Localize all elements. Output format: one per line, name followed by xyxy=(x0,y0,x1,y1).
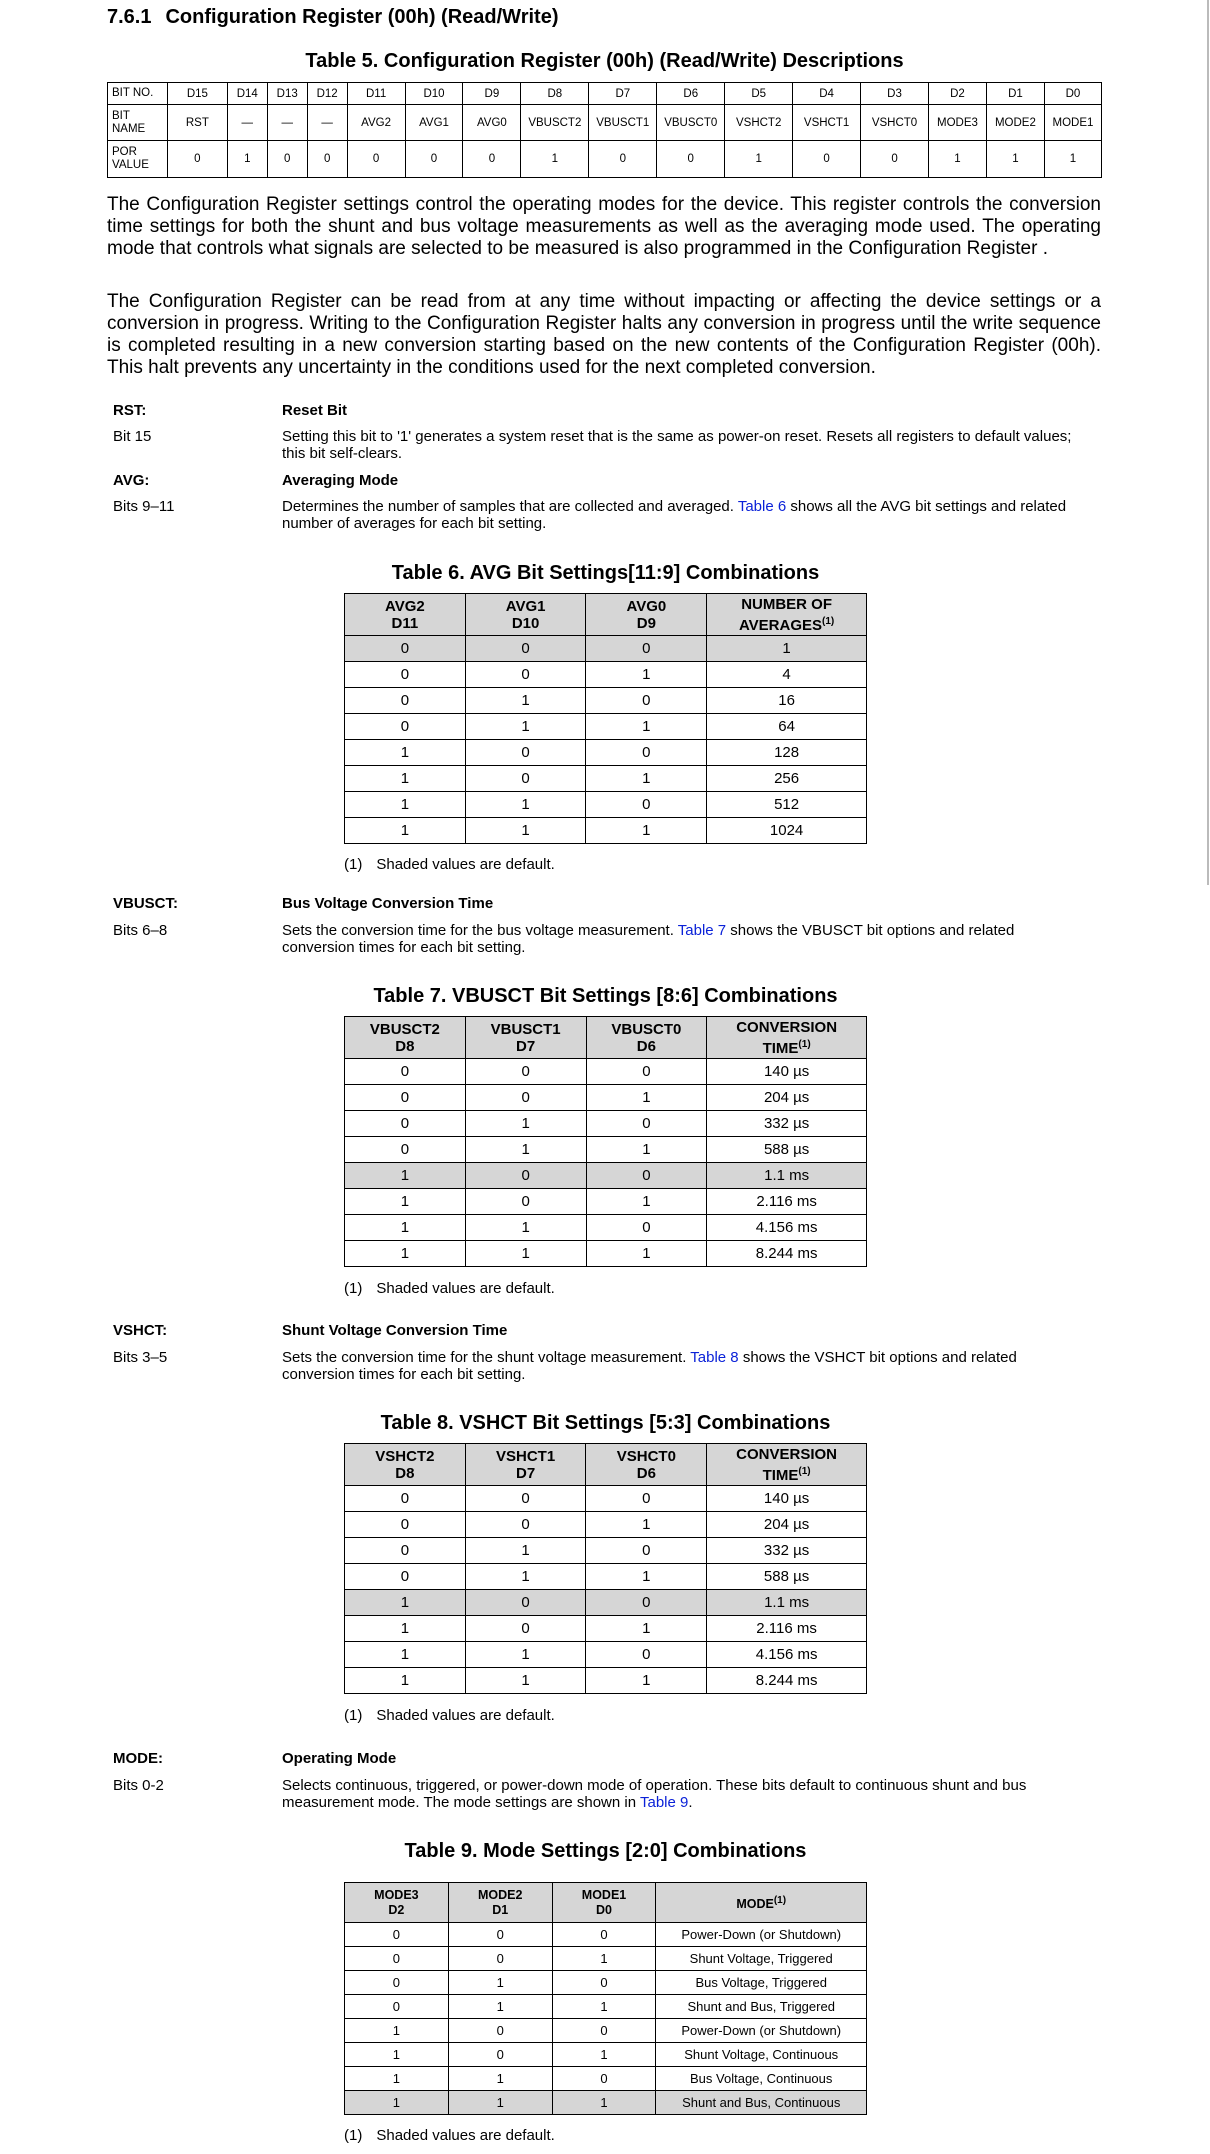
bit-no-cell: D11 xyxy=(347,83,405,105)
table-cell: 0 xyxy=(448,1923,552,1947)
table-cell: 0 xyxy=(586,740,707,766)
table-cell: 0 xyxy=(465,636,586,662)
table-cell: 256 xyxy=(707,766,867,792)
por-value-cell: 1 xyxy=(521,141,589,178)
table-cell: 0 xyxy=(586,1642,707,1668)
bit-no-cell: D0 xyxy=(1044,83,1101,105)
table-cell: 1 xyxy=(448,2091,552,2115)
table-cell: Shunt Voltage, Continuous xyxy=(656,2043,867,2067)
table-cell: 0 xyxy=(465,1163,586,1189)
table-cell: 1 xyxy=(586,1189,707,1215)
table-cell: 1 xyxy=(345,1642,466,1668)
table-cell: 1 xyxy=(345,1163,466,1189)
table-cell: 0 xyxy=(345,688,466,714)
column-header: VBUSCT2 D8 xyxy=(345,1017,466,1059)
table-cell: Shunt and Bus, Continuous xyxy=(656,2091,867,2115)
table-cell: 1 xyxy=(345,1241,466,1267)
table-row xyxy=(345,1971,867,1995)
field-mode-bits: Bits 0-2 xyxy=(113,1777,164,1794)
bit-name-cell: — xyxy=(227,105,267,141)
table-cell: 0 xyxy=(465,1512,586,1538)
column-header: AVG1 D10 xyxy=(465,594,586,636)
table-cell: 1 xyxy=(465,818,586,844)
table-cell: 1 xyxy=(465,1215,586,1241)
table-cell: 0 xyxy=(586,1486,707,1512)
table-cell: 1 xyxy=(345,2091,449,2115)
table-cell: 1 xyxy=(586,714,707,740)
table-cell: 1 xyxy=(345,2043,449,2067)
table-cell: 1 xyxy=(707,636,867,662)
table-cell: 1 xyxy=(552,2043,656,2067)
table8-link[interactable]: Table 8 xyxy=(690,1349,739,1366)
table-cell: 0 xyxy=(586,792,707,818)
vshct-settings-table xyxy=(344,1443,867,1694)
bit-name-cell: AVG0 xyxy=(463,105,521,141)
table-cell: 0 xyxy=(552,1971,656,1995)
field-avg-title: Averaging Mode xyxy=(282,472,399,489)
footnote-mark: (1) xyxy=(822,615,835,627)
por-value-cell: 0 xyxy=(347,141,405,178)
table-cell: 1 xyxy=(465,1564,586,1590)
table-row xyxy=(345,662,867,688)
table-cell: 0 xyxy=(448,1947,552,1971)
footnote-mark: (1) xyxy=(773,1894,787,1906)
table-cell: 0 xyxy=(345,1085,466,1111)
row-header-por-value: POR VALUE xyxy=(108,141,168,178)
bit-no-cell: D10 xyxy=(405,83,463,105)
por-value-cell: 1 xyxy=(928,141,986,178)
table-row xyxy=(345,1059,867,1085)
table-cell: Bus Voltage, Triggered xyxy=(656,1971,867,1995)
footnote-mark: (1) xyxy=(798,1465,811,1477)
table-row xyxy=(345,1564,867,1590)
field-vshct-bits: Bits 3–5 xyxy=(113,1349,168,1366)
table-row xyxy=(345,1923,867,1947)
table-cell: Shunt and Bus, Triggered xyxy=(656,1995,867,2019)
table-cell: 1 xyxy=(345,1668,466,1694)
table-row xyxy=(345,766,867,792)
table-cell: 588 µs xyxy=(707,1137,867,1163)
table-cell: 1 xyxy=(465,688,586,714)
table-cell: 1 xyxy=(465,1241,586,1267)
field-mode-desc: Selects continuous, triggered, or power-down mode of operation. These bits default to continuous shunt and bus measurement mode. The mode settings are shown in Table 9. xyxy=(282,1777,1027,1811)
table-cell: 588 µs xyxy=(707,1564,867,1590)
column-header: MODE$^{(1)}$ xyxy=(656,1883,867,1923)
bit-name-cell: MODE3 xyxy=(928,105,986,141)
table-cell: 1 xyxy=(448,1971,552,1995)
table-cell: 140 µs xyxy=(707,1059,867,1085)
paragraph-2: The Configuration Register can be read from at any time without impacting or affecting the device settings or a conversion in progress. Writing to the Configuration Register halts any conversion in progress until the write sequence is completed resulting in a new conversion starting based on the new contents of the Configuration Register (00h). This halt prevents any uncertainty in the conditions used for the next completed conversion. xyxy=(107,291,1101,378)
bit-name-cell: VBUSCT2 xyxy=(521,105,589,141)
table-cell: 0 xyxy=(586,1111,707,1137)
bit-no-cell: D7 xyxy=(589,83,657,105)
por-value-cell: 1 xyxy=(986,141,1044,178)
table-cell: 1 xyxy=(345,2019,449,2043)
table-cell: 1 xyxy=(586,1241,707,1267)
por-value-cell: 0 xyxy=(167,141,227,178)
table-row xyxy=(345,1512,867,1538)
table-cell: 204 µs xyxy=(707,1085,867,1111)
table-cell: 0 xyxy=(552,2019,656,2043)
table-cell: 1 xyxy=(345,818,466,844)
field-rst-title: Reset Bit xyxy=(282,402,348,419)
table-cell: 0 xyxy=(586,688,707,714)
table-cell: 0 xyxy=(345,1995,449,2019)
table-cell: 4 xyxy=(707,662,867,688)
table-cell: 0 xyxy=(586,636,707,662)
table-cell: 0 xyxy=(345,714,466,740)
column-header: VSHCT2 D8 xyxy=(345,1444,466,1486)
table-cell: 4.156 ms xyxy=(707,1215,867,1241)
table-cell: 1 xyxy=(586,766,707,792)
table-row xyxy=(345,636,867,662)
table-cell: 0 xyxy=(448,2043,552,2067)
bit-no-cell: D8 xyxy=(521,83,589,105)
table-cell: 0 xyxy=(465,1085,586,1111)
table-cell: 1 xyxy=(465,1668,586,1694)
table-cell: 1 xyxy=(345,792,466,818)
por-value-cell: 1 xyxy=(1044,141,1101,178)
section-heading xyxy=(107,6,558,29)
config-register-table xyxy=(107,82,1102,178)
table-cell: 1 xyxy=(586,662,707,688)
bit-no-cell: D4 xyxy=(793,83,861,105)
table-cell: 1 xyxy=(345,1189,466,1215)
table-cell: Power-Down (or Shutdown) xyxy=(656,2019,867,2043)
table-cell: 0 xyxy=(586,1163,707,1189)
column-header: VSHCT1 D7 xyxy=(465,1444,586,1486)
table-cell: 0 xyxy=(345,1923,449,1947)
table-cell: 332 µs xyxy=(707,1538,867,1564)
footnote-mark: (1) xyxy=(798,1038,811,1050)
table-cell: 0 xyxy=(465,1616,586,1642)
column-header: CONVERSION TIME$^{(1)}$ xyxy=(707,1444,867,1486)
bit-no-cell: D2 xyxy=(928,83,986,105)
table-row xyxy=(345,818,867,844)
table-row xyxy=(345,1241,867,1267)
table-cell: 1 xyxy=(552,2091,656,2115)
table-cell: 1 xyxy=(586,1564,707,1590)
bit-name-cell: AVG2 xyxy=(347,105,405,141)
paragraph-1: The Configuration Register settings control the operating modes for the device. This register controls the conversion time settings for both the shunt and bus voltage measurements as well as the averaging mode used. The operating mode that controls what signals are selected to be measured is also programmed in the Configuration Register . xyxy=(107,194,1101,259)
table-cell: 0 xyxy=(345,1971,449,1995)
table-cell: 332 µs xyxy=(707,1111,867,1137)
bit-no-cell: D1 xyxy=(986,83,1044,105)
bit-name-cell: — xyxy=(267,105,307,141)
table-cell: Bus Voltage, Continuous xyxy=(656,2067,867,2091)
bit-no-cell: D13 xyxy=(267,83,307,105)
table-cell: 0 xyxy=(345,1564,466,1590)
table-cell: 1 xyxy=(465,792,586,818)
table-cell: 1.1 ms xyxy=(707,1163,867,1189)
field-vshct-desc: Sets the conversion time for the shunt voltage measurement. Table 8 shows the VSHCT bit options and related conversion times for each bit setting. xyxy=(282,1349,1017,1383)
row-header-bit-no: BIT NO. xyxy=(108,83,168,105)
field-vbusct-title: Bus Voltage Conversion Time xyxy=(282,895,494,912)
field-mode-name: MODE: xyxy=(113,1750,163,1767)
por-value-cell: 0 xyxy=(793,141,861,178)
table-cell: 16 xyxy=(707,688,867,714)
table-row xyxy=(345,1111,867,1137)
table-row xyxy=(345,1189,867,1215)
table-cell: 0 xyxy=(586,1590,707,1616)
table-cell: 1 xyxy=(345,1590,466,1616)
por-value-cell: 0 xyxy=(657,141,725,178)
table-cell: 0 xyxy=(345,1538,466,1564)
table-cell: 64 xyxy=(707,714,867,740)
table-cell: 8.244 ms xyxy=(707,1241,867,1267)
table-cell: 0 xyxy=(465,1590,586,1616)
table7-note: (1) Shaded values are default. xyxy=(344,1280,555,1297)
table-row xyxy=(345,792,867,818)
mode-settings-table xyxy=(344,1882,867,2115)
column-header: VBUSCT1 D7 xyxy=(465,1017,586,1059)
table8-note: (1) Shaded values are default. xyxy=(344,1707,555,1724)
por-value-cell: 0 xyxy=(463,141,521,178)
page-edge-bar xyxy=(1207,0,1209,885)
por-value-cell: 0 xyxy=(861,141,929,178)
por-value-cell: 0 xyxy=(307,141,347,178)
bit-name-cell: RST xyxy=(167,105,227,141)
table-cell: 0 xyxy=(448,2019,552,2043)
por-value-cell: 0 xyxy=(267,141,307,178)
table-cell: Power-Down (or Shutdown) xyxy=(656,1923,867,1947)
field-avg-bits: Bits 9–11 xyxy=(113,498,175,515)
column-header: VBUSCT0 D6 xyxy=(586,1017,707,1059)
table-cell: 0 xyxy=(465,1189,586,1215)
bit-name-cell: MODE1 xyxy=(1044,105,1101,141)
table-cell: 1 xyxy=(586,1512,707,1538)
bit-no-cell: D5 xyxy=(725,83,793,105)
section-title: Configuration Register (00h) (Read/Write) xyxy=(165,6,559,28)
table9-note: (1) Shaded values are default. xyxy=(344,2127,555,2144)
field-rst-name: RST: xyxy=(113,402,147,419)
bit-no-cell: D12 xyxy=(307,83,347,105)
bit-name-cell: — xyxy=(307,105,347,141)
table-cell: 0 xyxy=(345,636,466,662)
column-header: MODE1 D0 xyxy=(552,1883,656,1923)
table-cell: 1 xyxy=(345,2067,449,2091)
table-cell: 0 xyxy=(465,740,586,766)
table7-caption: Table 7. VBUSCT Bit Settings [8:6] Combinations xyxy=(373,985,838,1007)
table-cell: 512 xyxy=(707,792,867,818)
field-mode-title: Operating Mode xyxy=(282,1750,397,1767)
table-row xyxy=(345,1486,867,1512)
field-vshct-title: Shunt Voltage Conversion Time xyxy=(282,1322,508,1339)
bit-name-cell: VSHCT0 xyxy=(861,105,929,141)
table-row xyxy=(345,1163,867,1189)
bit-name-cell: VSHCT2 xyxy=(725,105,793,141)
table-cell: 0 xyxy=(345,1059,466,1085)
table-cell: 0 xyxy=(345,1137,466,1163)
field-vbusct-name: VBUSCT: xyxy=(113,895,179,912)
column-header: CONVERSION TIME$^{(1)}$ xyxy=(707,1017,867,1059)
table-cell: 0 xyxy=(345,1512,466,1538)
table-cell: 1 xyxy=(465,1111,586,1137)
table-cell: 128 xyxy=(707,740,867,766)
section-number: 7.6.1 xyxy=(107,6,152,28)
table-cell: 1 xyxy=(586,1616,707,1642)
bit-no-cell: D3 xyxy=(861,83,929,105)
table-row xyxy=(345,2067,867,2091)
por-value-cell: 1 xyxy=(227,141,267,178)
bit-name-cell: AVG1 xyxy=(405,105,463,141)
table-cell: 0 xyxy=(465,662,586,688)
table-row xyxy=(345,1616,867,1642)
avg-settings-table xyxy=(344,593,867,844)
table-row xyxy=(345,1137,867,1163)
table-row xyxy=(345,740,867,766)
table6-link[interactable]: Table 6 xyxy=(737,498,787,515)
table-row xyxy=(345,2019,867,2043)
table-row xyxy=(345,1215,867,1241)
table-row xyxy=(345,688,867,714)
column-header: VSHCT0 D6 xyxy=(586,1444,707,1486)
row-header-bit-name: BIT NAME xyxy=(108,105,168,141)
table-cell: 8.244 ms xyxy=(707,1668,867,1694)
table-row xyxy=(345,1590,867,1616)
table-row xyxy=(345,1947,867,1971)
table-row xyxy=(345,1642,867,1668)
table-row xyxy=(345,2091,867,2115)
field-vbusct-desc: Sets the conversion time for the bus voltage measurement. Table 7 shows the VBUSCT bit options and related conversion times for each bit setting. xyxy=(282,922,1015,956)
field-vbusct-bits: Bits 6–8 xyxy=(113,922,168,939)
table-row xyxy=(345,1085,867,1111)
table-cell: 1 xyxy=(465,1538,586,1564)
por-value-cell: 0 xyxy=(405,141,463,178)
table-cell: 1 xyxy=(345,1616,466,1642)
table-cell: 0 xyxy=(345,1111,466,1137)
table-cell: 2.116 ms xyxy=(707,1189,867,1215)
table6-note: (1) Shaded values are default. xyxy=(344,856,555,873)
table-row xyxy=(345,1538,867,1564)
table-cell: 0 xyxy=(345,1947,449,1971)
table-cell: 0 xyxy=(345,1486,466,1512)
table-cell: 0 xyxy=(345,662,466,688)
table-cell: 204 µs xyxy=(707,1512,867,1538)
table-cell: 1 xyxy=(448,1995,552,2019)
table-row xyxy=(345,1668,867,1694)
table-cell: 1.1 ms xyxy=(707,1590,867,1616)
table-cell: 1 xyxy=(552,1995,656,2019)
field-rst-desc: Setting this bit to '1' generates a system reset that is the same as power-on reset. Resets all registers to default values; this bit self-clears. xyxy=(282,428,1072,462)
table-cell: 4.156 ms xyxy=(707,1642,867,1668)
table7-link[interactable]: Table 7 xyxy=(677,922,727,939)
table-cell: 0 xyxy=(465,766,586,792)
table-cell: 1 xyxy=(448,2067,552,2091)
table-cell: 1 xyxy=(465,1137,586,1163)
vbusct-settings-table xyxy=(344,1016,867,1267)
table-cell: 0 xyxy=(552,1923,656,1947)
table-cell: 0 xyxy=(586,1059,707,1085)
por-value-cell: 0 xyxy=(589,141,657,178)
column-header: MODE3 D2 xyxy=(345,1883,449,1923)
bit-name-cell: VBUSCT1 xyxy=(589,105,657,141)
bit-no-cell: D9 xyxy=(463,83,521,105)
field-vshct-name: VSHCT: xyxy=(113,1322,168,1339)
table-row xyxy=(345,1995,867,2019)
table-cell: 2.116 ms xyxy=(707,1616,867,1642)
column-header: NUMBER OF AVERAGES$^{(1)}$ xyxy=(707,594,867,636)
bit-name-cell: VSHCT1 xyxy=(793,105,861,141)
table-cell: 1 xyxy=(586,1085,707,1111)
table-row xyxy=(345,2043,867,2067)
table-cell: 0 xyxy=(552,2067,656,2091)
column-header: AVG2 D11 xyxy=(345,594,466,636)
field-avg-name: AVG: xyxy=(113,472,150,489)
table-cell: 1 xyxy=(552,1947,656,1971)
field-avg-desc: Determines the number of samples that are collected and averaged. Table 6 shows all the AVG bit settings and related number of averages for each bit setting. xyxy=(282,498,1067,532)
table-row xyxy=(345,714,867,740)
column-header: MODE2 D1 xyxy=(448,1883,552,1923)
table-cell: 1 xyxy=(586,1668,707,1694)
table-cell: 1024 xyxy=(707,818,867,844)
table-cell: 0 xyxy=(586,1538,707,1564)
table-cell: 1 xyxy=(345,740,466,766)
table-cell: Shunt Voltage, Triggered xyxy=(656,1947,867,1971)
field-rst-bits: Bit 15 xyxy=(113,428,152,445)
bit-no-cell: D15 xyxy=(167,83,227,105)
table8-caption: Table 8. VSHCT Bit Settings [5:3] Combinations xyxy=(380,1412,831,1434)
table-cell: 1 xyxy=(465,1642,586,1668)
bit-name-cell: MODE2 xyxy=(986,105,1044,141)
table9-link[interactable]: Table 9 xyxy=(639,1794,689,1811)
table-cell: 1 xyxy=(345,766,466,792)
bit-no-cell: D6 xyxy=(657,83,725,105)
table-cell: 1 xyxy=(586,1137,707,1163)
table-cell: 1 xyxy=(586,818,707,844)
table-cell: 0 xyxy=(465,1486,586,1512)
table9-caption: Table 9. Mode Settings [2:0] Combinations xyxy=(404,1840,807,1862)
table-cell: 0 xyxy=(586,1215,707,1241)
table-cell: 0 xyxy=(465,1059,586,1085)
por-value-cell: 1 xyxy=(725,141,793,178)
column-header: AVG0 D9 xyxy=(586,594,707,636)
table-cell: 140 µs xyxy=(707,1486,867,1512)
bit-name-cell: VBUSCT0 xyxy=(657,105,725,141)
table-cell: 1 xyxy=(465,714,586,740)
table6-caption: Table 6. AVG Bit Settings[11:9] Combinations xyxy=(391,562,820,584)
bit-no-cell: D14 xyxy=(227,83,267,105)
table-cell: 1 xyxy=(345,1215,466,1241)
table5-caption: Table 5. Configuration Register (00h) (Read/Write) Descriptions xyxy=(305,50,904,72)
